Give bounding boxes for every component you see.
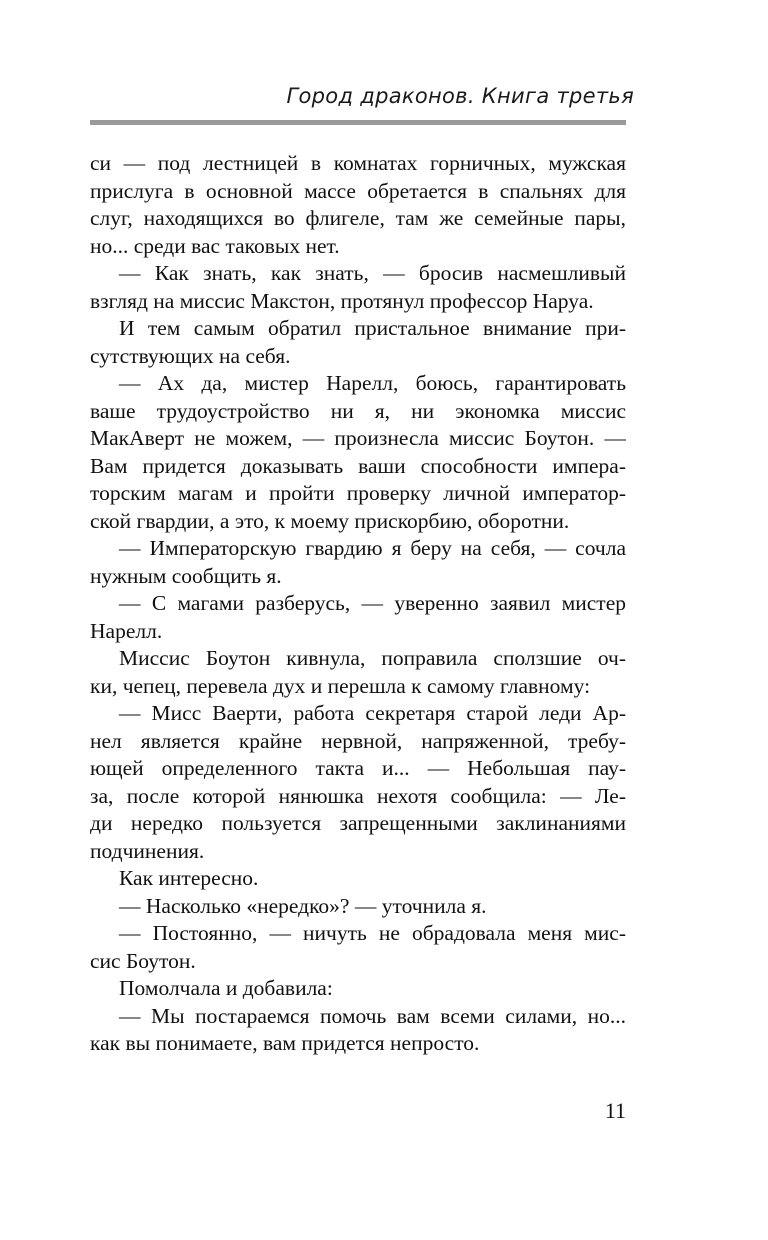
text-line: ди нередко пользуется запрещенными заклинаниями bbox=[90, 811, 626, 835]
text-line: — Ах да, мистер Нарелл, боюсь, гарантировать bbox=[119, 371, 626, 395]
text-line: ки, чепец, перевела дух и перешла к самому главному: bbox=[90, 673, 591, 698]
page-body bbox=[90, 150, 626, 1058]
text-line: ющей определенного такта и... — Небольшая пау- bbox=[90, 756, 626, 780]
text-line: подчинения. bbox=[90, 838, 205, 863]
text-line: Нарелл. bbox=[90, 618, 163, 643]
page-number: 11 bbox=[604, 1098, 626, 1123]
text-line: но... среди вас таковых нет. bbox=[90, 233, 340, 258]
text-line: торским магам и пройти проверку личной император- bbox=[90, 481, 626, 505]
text-line: слуг, находящихся во флигеле, там же семейные пары, bbox=[90, 206, 626, 230]
text-line: как вы понимаете, вам придется непросто. bbox=[90, 1031, 480, 1055]
text-line: прислуга в основной массе обретается в спальнях для bbox=[90, 178, 626, 203]
text-line: МакАверт не можем, — произнесла миссис Боутон. — bbox=[90, 426, 626, 450]
text-line: сутствующих на себя. bbox=[90, 343, 291, 368]
text-line: нужным сообщить я. bbox=[90, 563, 282, 588]
text-line: — Постоянно, — ничуть не обрадовала меня мис- bbox=[119, 921, 626, 945]
text-line: — Мы постараемся помочь вам всеми силами, но... bbox=[119, 1003, 626, 1028]
text-line: нел является крайне нервной, напряженной, требу- bbox=[90, 728, 626, 753]
text-line: Как интересно. bbox=[119, 866, 259, 890]
text-line: ваше трудоустройство ни я, ни экономка миссис bbox=[90, 398, 626, 423]
text-line: сис Боутон. bbox=[90, 948, 196, 973]
text-line: Вам придется доказывать ваши способности импера- bbox=[90, 453, 626, 478]
text-line: — Мисс Ваерти, работа секретаря старой леди Ар- bbox=[119, 701, 626, 725]
text-line: И тем самым обратил пристальное внимание при- bbox=[119, 316, 626, 340]
text-line: — С магами разберусь, — уверенно заявил мистер bbox=[119, 591, 626, 615]
text-line: — Как знать, как знать, — бросив насмешливый bbox=[119, 261, 626, 285]
text-line: Миссис Боутон кивнула, поправила сползшие оч- bbox=[119, 646, 626, 670]
text-line: си — под лестницей в комнатах горничных, мужская bbox=[90, 151, 626, 175]
running-head: Город драконов. Книга третья bbox=[286, 84, 634, 108]
text-line: ской гвардии, а это, к моему прискорбию, оборотни. bbox=[90, 508, 570, 533]
text-line: — Императорскую гвардию я беру на себя, — сочла bbox=[119, 536, 626, 560]
text-line: — Насколько «нередко»? — уточнила я. bbox=[119, 893, 487, 918]
text-line: взгляд на миссис Макстон, протянул профессор Наруа. bbox=[90, 288, 594, 313]
text-line: за, после которой нянюшка нехотя сообщила: — Ле- bbox=[90, 783, 626, 808]
header-rule bbox=[90, 120, 626, 125]
text-line: Помолчала и добавила: bbox=[119, 976, 333, 1000]
